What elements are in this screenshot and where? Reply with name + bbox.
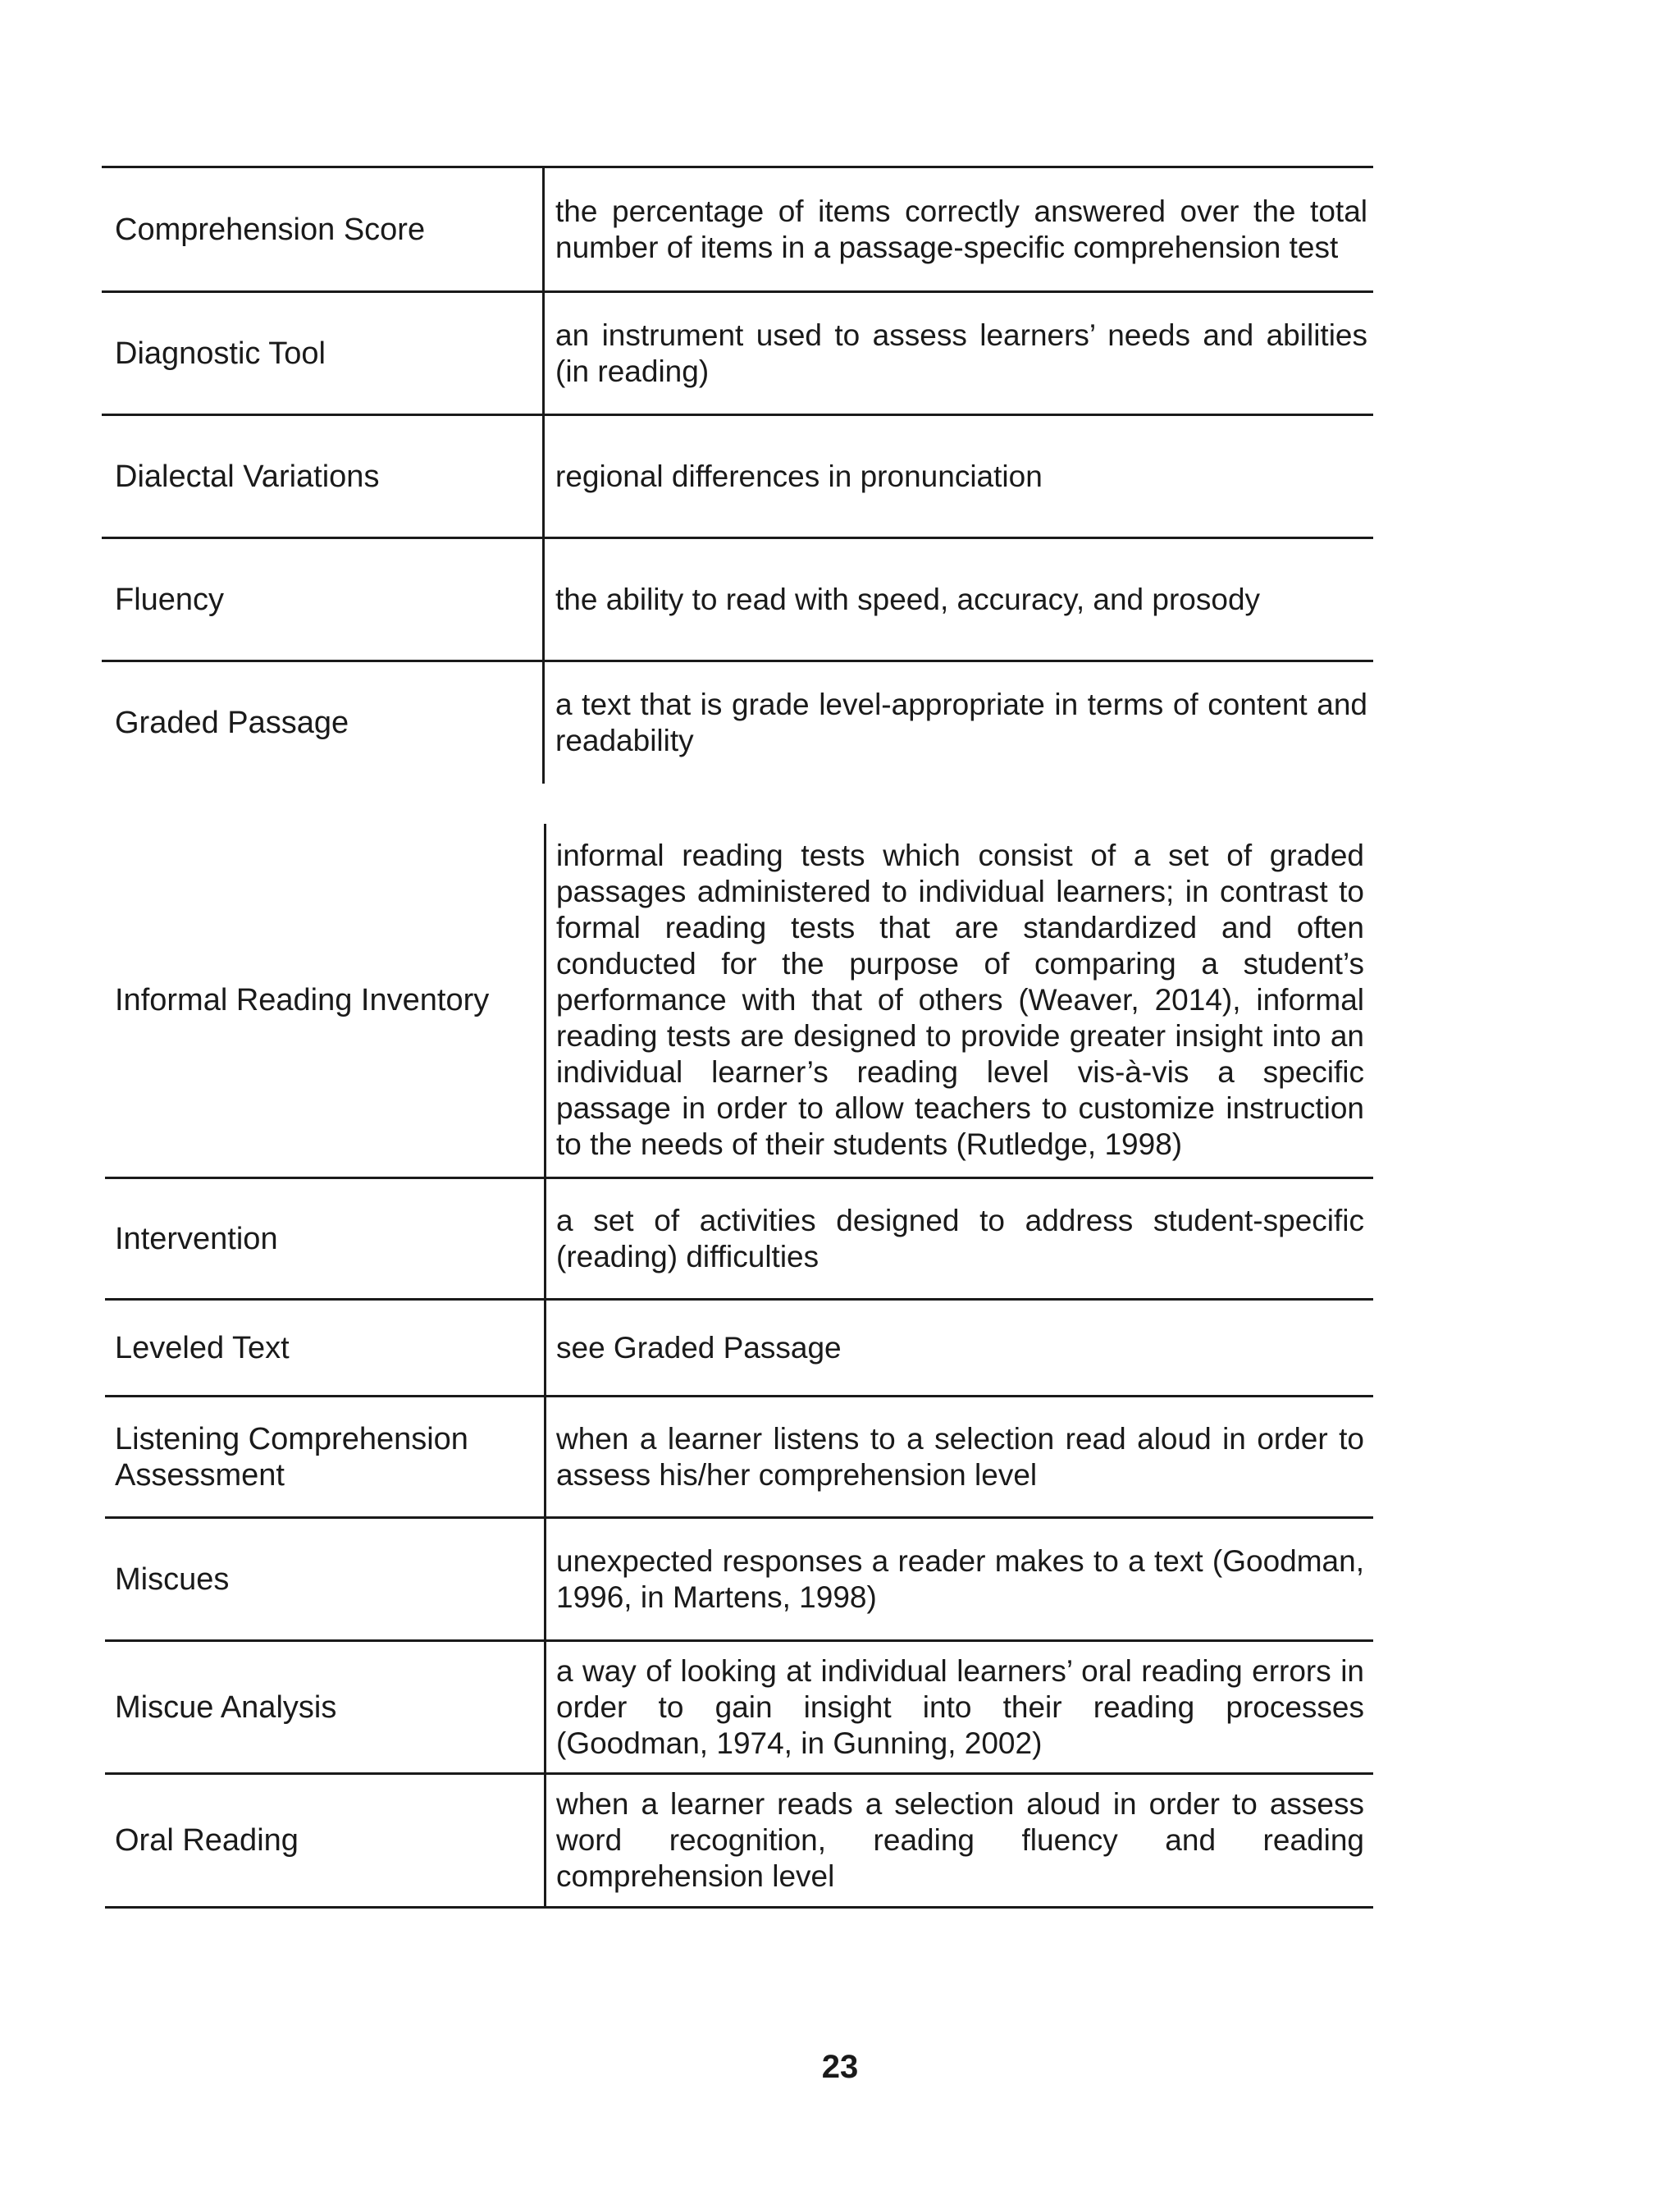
table-row: [105, 1298, 1373, 1396]
table-row: [105, 1772, 1373, 1909]
column-divider: [542, 293, 545, 414]
glossary-term: Leveled Text: [115, 1331, 290, 1365]
glossary-term: Fluency: [115, 583, 225, 617]
page-number: 23: [821, 2049, 859, 2085]
table-row: [105, 1516, 1373, 1640]
glossary-definition: a set of activities designed to address student-specific (reading) difficulties: [556, 1204, 1364, 1273]
glossary-term: Diagnostic Tool: [115, 336, 326, 371]
glossary-term: Intervention: [115, 1222, 278, 1256]
table-row: [102, 660, 1373, 784]
table-row: [102, 414, 1373, 537]
glossary-term: Oral Reading: [115, 1823, 299, 1858]
glossary-term: Comprehension Score: [115, 213, 426, 247]
glossary-definition: when a learner reads a selection aloud in order to assess word recognition, reading fluency and reading comprehension level: [556, 1787, 1364, 1893]
glossary-definition: unexpected responses a reader makes to a text (Goodman, 1996, in Martens, 1998): [556, 1544, 1364, 1614]
table-row: [105, 824, 1373, 1177]
glossary-definition: see Graded Passage: [556, 1331, 842, 1365]
glossary-definition: informal reading tests which consist of a set of graded passages administered to individual learners; in contrast to formal reading tests that are standardized and often conducted for the purpose of comparing a student’s performance with that of others (Weaver, 2014), informal reading tests are designed to provide greater insight into an individual learner’s reading level vis-à-vis a specific passage in order to allow teachers to customize instruction to the needs of their students (Rutledge, 1998): [556, 839, 1364, 1161]
glossary-definition: the percentage of items correctly answered over the total number of items in a passage-specific comprehension test: [555, 194, 1367, 264]
glossary-definition: a text that is grade level-appropriate in terms of content and readability: [555, 688, 1367, 757]
table-row: [105, 1395, 1373, 1517]
column-divider: [544, 1642, 546, 1773]
table-row: [105, 1639, 1373, 1773]
table-row: [105, 1177, 1373, 1299]
column-divider: [544, 824, 546, 1177]
column-divider: [544, 1775, 546, 1906]
column-divider: [542, 416, 545, 537]
column-divider: [544, 1179, 546, 1299]
glossary-term: Dialectal Variations: [115, 459, 380, 494]
column-divider: [544, 1397, 546, 1517]
column-divider: [542, 662, 545, 784]
table-row: [102, 537, 1373, 661]
glossary-definition: an instrument used to assess learners’ needs and abilities (in reading): [555, 318, 1367, 388]
column-divider: [544, 1301, 546, 1396]
glossary-definition: when a learner listens to a selection read aloud in order to assess his/her comprehension level: [556, 1422, 1364, 1492]
glossary-term: Informal Reading Inventory: [115, 983, 490, 1017]
glossary-term: Graded Passage: [115, 706, 349, 740]
glossary-term: Listening Comprehension Assessment: [115, 1422, 468, 1493]
table-row: [102, 290, 1373, 414]
glossary-term: Miscue Analysis: [115, 1690, 337, 1725]
column-divider: [542, 539, 545, 661]
glossary-definition: the ability to read with speed, accuracy, and prosody: [555, 583, 1261, 616]
glossary-term: Miscues: [115, 1562, 230, 1597]
table-row: [102, 166, 1373, 291]
glossary-definition: regional differences in pronunciation: [555, 459, 1043, 493]
glossary-definition: a way of looking at individual learners’ oral reading errors in order to gain insight into their reading processes (Goodman, 1974, in Gunning, 2002): [556, 1654, 1364, 1760]
column-divider: [542, 168, 545, 291]
column-divider: [544, 1519, 546, 1640]
